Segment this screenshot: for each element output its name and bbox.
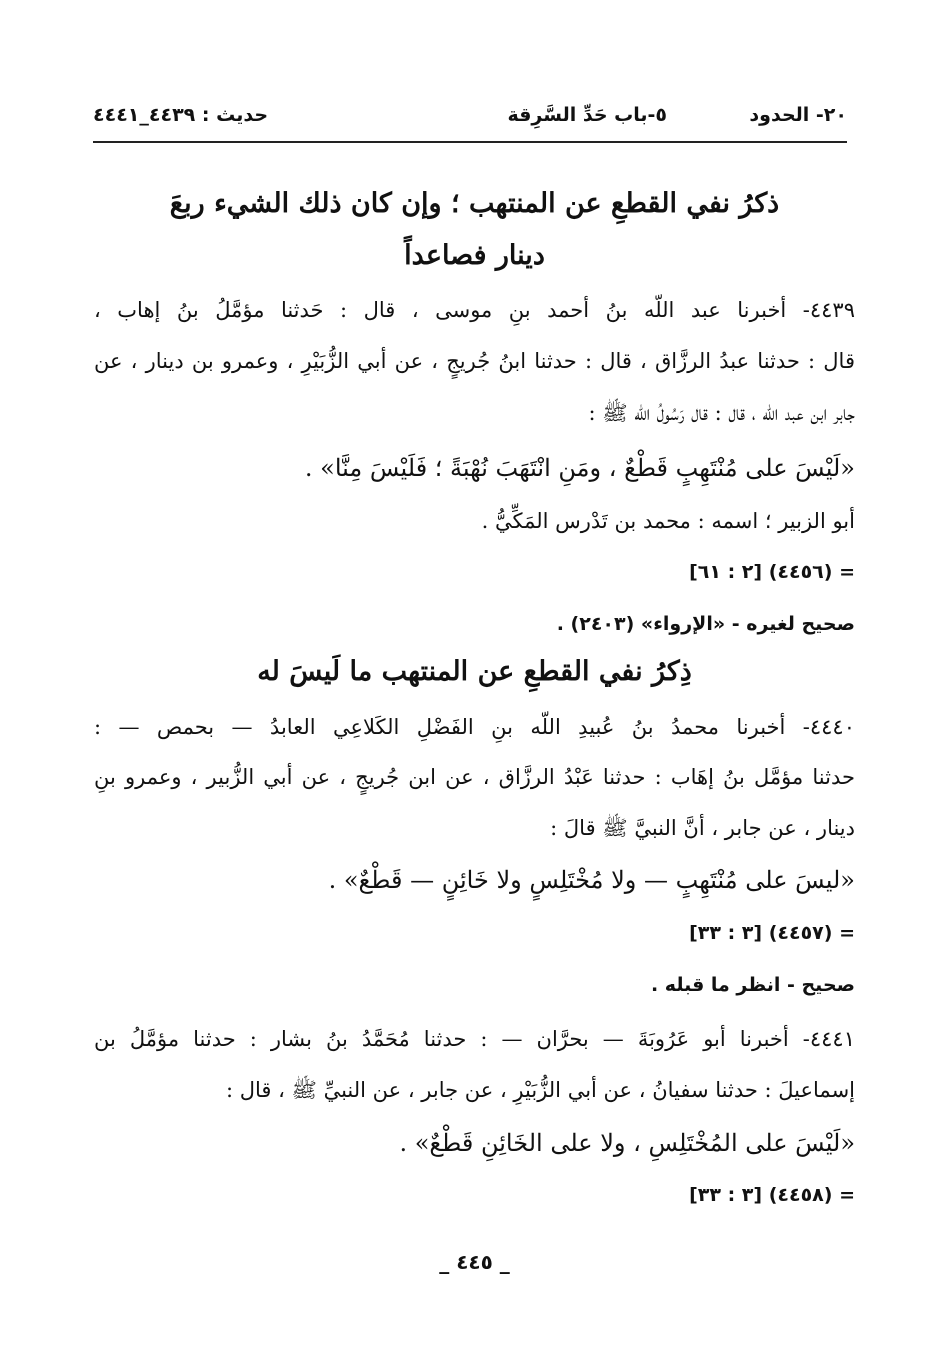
hadith-4439-note: أبو الزبير ؛ اسمه : محمد بن تَدْرس المَكِّيُّ .	[481, 509, 855, 533]
hadith-4439-line-3: جابر ابن عبد اللّه ، قال : قال رَسُولُ اللّه ﷺ :	[588, 401, 855, 425]
hadith-4439-quote: «لَيْسَ على مُنْتَهِبٍ قَطْعٌ ، ومَنِ انْتَهَبَ نُهْبَةً ؛ فَلَيْسَ مِنَّا» .	[304, 454, 855, 482]
hadith-4440-line-2: حدثنا مؤمَّل بنُ إهَاب : حدثنا عَبْدُ الرزَّاق ، عن ابن جُريجٍ ، عن أبي الزُّبير ، وعمرو بنِ	[94, 765, 855, 789]
hadith-4441-quote: «لَيْسَ على المُخْتَلِسِ ، ولا على الخَائِنِ قَطْعٌ» .	[399, 1129, 855, 1157]
hadith-4441-line-1: ٤٤٤١- أخبرنا أبو عَرُوبَةَ — بحرَّان — : حدثنا مُحَمَّدُ بنُ بشار : حدثنا مؤمَّلُ بن	[94, 1027, 855, 1051]
chapter-heading-2: ذِكرُ نفي القطعِ عن المنتهب ما لَيسَ له	[257, 656, 692, 687]
hadith-4440-line-1: ٤٤٤٠- أخبرنا محمدُ بنُ عُبيدِ اللّه بنِ الفَضْلِ الكَلاعِي العابدُ — بحمص — :	[94, 715, 855, 739]
hadith-4441-line-2: إسماعيلَ : حدثنا سفيانُ ، عن أبي الزُّبَيْرِ ، عن جابر ، عن النبيِّ ﷺ ، قال :	[225, 1078, 855, 1102]
hadith-4440-grade: صحيح - انظر ما قبله .	[650, 974, 855, 996]
hadith-4440-reference: = (٤٤٥٧) [٣ : ٣٣]	[689, 922, 855, 944]
chapter-heading-1-line-1: ذكرُ نفي القطعِ عن المنتهب ؛ وإن كان ذلك الشيء ربعَ	[169, 188, 780, 219]
section-title: ٥-باب حَدِّ السَّرِقة	[507, 104, 667, 126]
hadith-4439-line-2: قال : حدثنا عبدُ الرزَّاق ، قال : حدثنا ابنُ جُريجٍ ، عن أبي الزُّبَيْرِ ، وعمرو بن دينار ، عن	[94, 349, 855, 373]
hadith-4439-reference: = (٤٤٥٦) [٢ : ٦١]	[689, 561, 855, 583]
chapter-heading-1-line-2: دينار فصاعداً	[404, 240, 545, 271]
hadith-4439-line-1: ٤٤٣٩- أخبرنا عبد اللّه بنُ أحمد بنِ موسى ، قال : حَدثنا مؤمَّلُ بنُ إهاب ،	[94, 298, 855, 322]
hadith-4440-line-3: دينار ، عن جابر ، أنَّ النبيَّ ﷺ قالَ :	[550, 816, 855, 840]
hadith-4440-quote: «ليسَ على مُنْتَهِبٍ — ولا مُخْتَلِسٍ ولا خَائِنٍ — قَطْعٌ» .	[328, 866, 855, 894]
page-number: _ ٤٤٥ _	[439, 1250, 510, 1274]
hadith-range: حديث : ٤٤٣٩_٤٤٤١	[93, 104, 269, 126]
chapter-title: ٢٠- الحدود	[749, 104, 847, 126]
hadith-4441-reference: = (٤٤٥٨) [٣ : ٣٣]	[689, 1184, 855, 1206]
running-header	[93, 100, 847, 140]
hadith-4439-grade: صحيح لغيره - «الإرواء» (٢٤٠٣) .	[556, 613, 855, 635]
header-rule	[93, 141, 847, 143]
